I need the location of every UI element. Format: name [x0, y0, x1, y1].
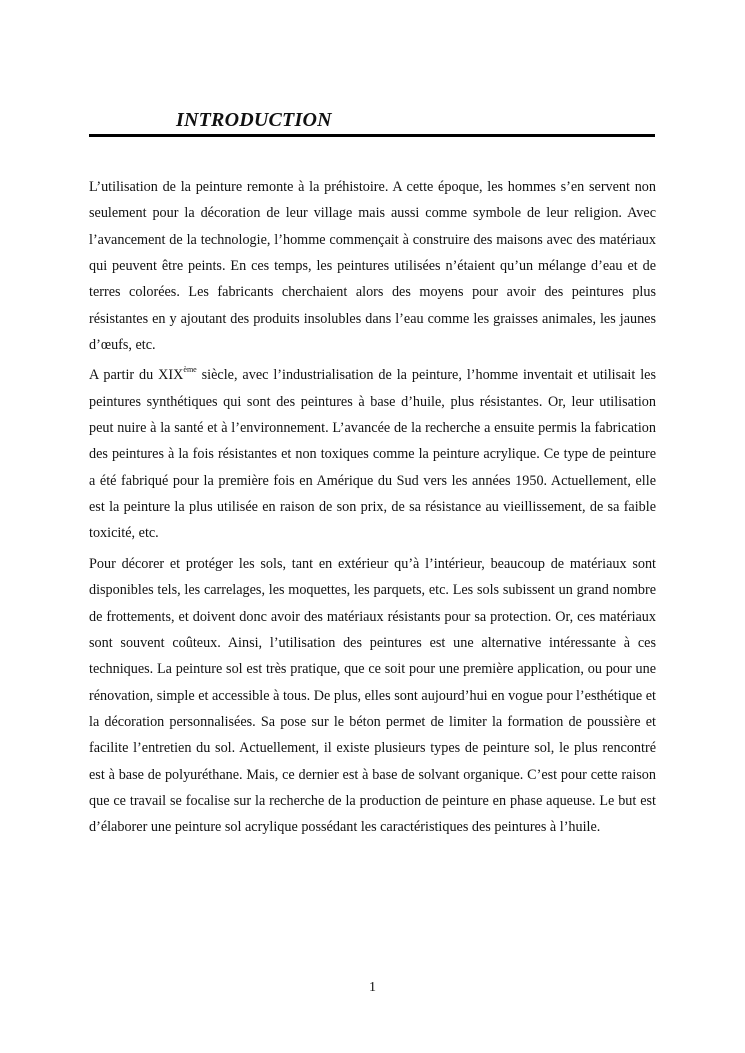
- paragraph-industrialisation: [89, 362, 656, 546]
- page-number: 1: [369, 980, 376, 995]
- paragraph-floor-paint: Pour décorer et protéger les sols, tant en extérieur qu’à l’intérieur, beaucoup de matériaux sont disponibles tels, les carrelages, les moquettes, les parquets, etc. Les sols subissent un grand nombre de frottements, et doivent donc avoir des matériaux résistants pour sa protection. Or, ces matériaux sont souvent coûteux. Ainsi, l’utilisation des peintures est une alternative intéressante à ces techniques. La peinture sol est très pratique, que ce soit pour une première application, ou pour une rénovation, simple et accessible à tous. De plus, elles sont aujourd’hui en vogue pour l’esthétique et la décoration personnalisées. Sa pose sur le béton permet de limiter la formation de poussière et facilite l’entretien du sol. Actuellement, il existe plusieurs types de peinture sol, le plus rencontré est à base de polyuréthane. Mais, ce dernier est à base de solvant organique. C’est pour cette raison que ce travail se focalise sur la recherche de la production de peinture en phase aqueuse. Le but est d’élaborer une peinture sol acrylique possédant les caractéristiques des peintures à l’huile.: [89, 555, 656, 836]
- paragraph-industrialisation-lead: A partir du XIX: [89, 367, 184, 384]
- section-heading: INTRODUCTION: [176, 109, 332, 131]
- paragraph-history: L’utilisation de la peinture remonte à la préhistoire. A cette époque, les hommes s’en servent non seulement pour la décoration de leur village mais aussi comme symbole de leur religion. Avec l’avancement de la technologie, l’homme commençait à construire des maisons avec des matériaux qui peuvent être peints. En ces temps, les peintures utilisées n’étaient qu’un mélange d’eau et de terres colorées. Les fabricants cherchaient alors des moyens pour avoir des peintures plus résistantes en y ajoutant des produits insolubles dans l’eau comme les graisses animales, les jaunes d’œufs, etc.: [89, 179, 656, 354]
- paragraph-industrialisation-rest: siècle, avec l’industrialisation de la peinture, l’homme inventait et utilisait les peintures synthétiques qui sont des peintures à base d’huile, plus résistantes. Or, leur utilisation peut nuire à la santé et à l’environnement. L’avancée de la recherche a ensuite permis la fabrication des peintures à la fois résistantes et non toxiques comme la peinture acrylique. Ce type de peinture a été fabriqué pour la première fois en Amérique du Sud vers les années 1950. Actuellement, elle est la peinture la plus utilisée en raison de son prix, de sa résistance au vieillissement, de sa faible toxicité, etc.: [89, 367, 656, 542]
- body-text: [89, 174, 656, 845]
- heading-underline-rule: [89, 134, 655, 137]
- century-superscript: ème: [183, 365, 197, 375]
